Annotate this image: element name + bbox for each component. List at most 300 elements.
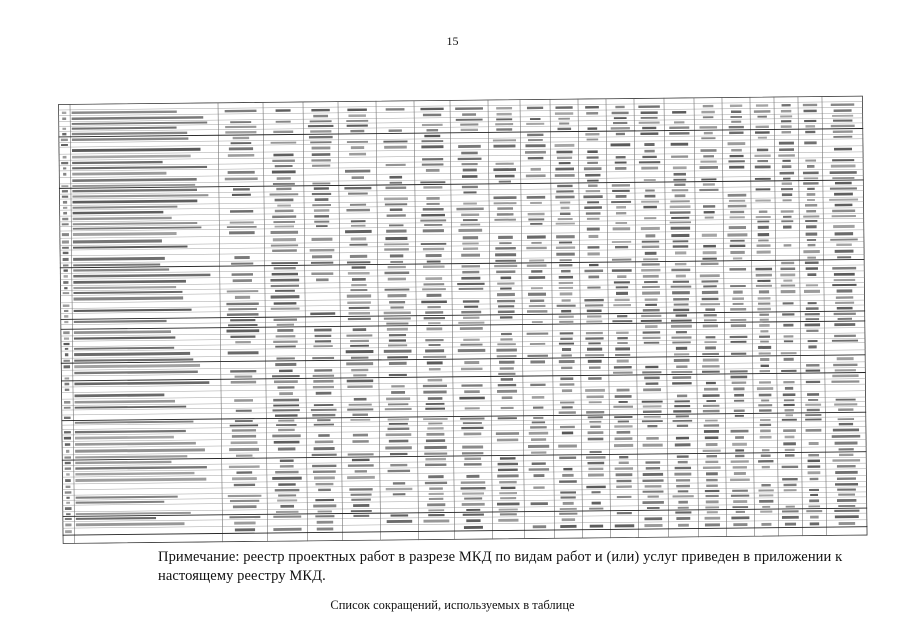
illegible-cell-text bbox=[350, 340, 369, 342]
illegible-cell-text bbox=[782, 419, 797, 421]
illegible-cell-text bbox=[73, 286, 176, 289]
illegible-cell-text bbox=[706, 495, 719, 497]
illegible-cell-text bbox=[613, 371, 633, 373]
illegible-cell-text bbox=[806, 364, 819, 367]
illegible-cell-text bbox=[391, 385, 404, 387]
illegible-cell-text bbox=[806, 267, 818, 270]
illegible-cell-text bbox=[274, 267, 296, 270]
illegible-cell-text bbox=[310, 249, 335, 252]
illegible-cell-text bbox=[556, 223, 575, 225]
illegible-cell-text bbox=[613, 122, 627, 124]
illegible-cell-text bbox=[645, 252, 657, 255]
illegible-cell-text bbox=[350, 345, 369, 347]
illegible-cell-text bbox=[644, 524, 662, 527]
illegible-cell-text bbox=[462, 175, 478, 178]
illegible-cell-text bbox=[672, 382, 692, 385]
illegible-cell-text bbox=[273, 409, 300, 411]
illegible-cell-text bbox=[62, 128, 66, 130]
illegible-cell-text bbox=[758, 303, 770, 305]
illegible-cell-text bbox=[760, 341, 769, 343]
illegible-cell-text bbox=[384, 248, 409, 251]
illegible-cell-text bbox=[312, 357, 334, 359]
illegible-cell-text bbox=[464, 526, 483, 529]
illegible-cell-text bbox=[229, 448, 259, 451]
illegible-cell-text bbox=[229, 516, 260, 518]
illegible-cell-text bbox=[75, 448, 205, 452]
illegible-cell-text bbox=[235, 296, 250, 299]
illegible-cell-text bbox=[643, 258, 658, 260]
illegible-cell-text bbox=[644, 377, 660, 380]
illegible-cell-text bbox=[72, 194, 208, 198]
illegible-cell-text bbox=[346, 120, 368, 122]
illegible-cell-text bbox=[531, 438, 546, 441]
illegible-cell-text bbox=[584, 167, 602, 170]
illegible-cell-text bbox=[783, 280, 792, 282]
illegible-cell-text bbox=[644, 217, 656, 219]
illegible-cell-text bbox=[703, 285, 717, 287]
illegible-cell-text bbox=[617, 337, 628, 339]
illegible-cell-text bbox=[673, 298, 689, 301]
illegible-cell-text bbox=[617, 315, 627, 317]
illegible-cell-text bbox=[425, 408, 445, 410]
illegible-cell-text bbox=[803, 250, 819, 253]
illegible-cell-text bbox=[642, 479, 663, 482]
illegible-cell-text bbox=[462, 163, 478, 165]
illegible-cell-text bbox=[705, 461, 718, 464]
illegible-cell-text bbox=[674, 359, 690, 362]
illegible-cell-text bbox=[587, 310, 602, 313]
illegible-cell-text bbox=[461, 481, 485, 484]
illegible-cell-text bbox=[456, 119, 483, 121]
illegible-cell-text bbox=[384, 312, 411, 315]
illegible-cell-text bbox=[730, 251, 744, 254]
illegible-cell-text bbox=[65, 467, 71, 469]
illegible-cell-text bbox=[75, 421, 194, 424]
illegible-cell-text bbox=[312, 165, 330, 167]
illegible-cell-text bbox=[759, 352, 771, 354]
illegible-cell-text bbox=[731, 516, 749, 519]
illegible-cell-text bbox=[464, 463, 482, 466]
illegible-cell-text bbox=[234, 522, 255, 525]
illegible-cell-text bbox=[616, 480, 631, 483]
illegible-cell-text bbox=[706, 472, 718, 475]
illegible-cell-text bbox=[762, 506, 770, 508]
illegible-cell-text bbox=[530, 360, 545, 363]
illegible-cell-text bbox=[614, 416, 632, 418]
illegible-cell-text bbox=[730, 216, 745, 218]
illegible-cell-text bbox=[230, 319, 255, 321]
illegible-cell-text bbox=[65, 443, 70, 446]
illegible-cell-text bbox=[72, 161, 163, 164]
illegible-cell-text bbox=[351, 494, 372, 496]
illegible-cell-text bbox=[732, 490, 748, 492]
illegible-cell-text bbox=[422, 163, 444, 165]
illegible-cell-text bbox=[355, 470, 367, 473]
illegible-cell-text bbox=[760, 330, 768, 332]
illegible-cell-text bbox=[73, 263, 160, 266]
illegible-cell-text bbox=[390, 208, 403, 211]
illegible-cell-text bbox=[616, 286, 628, 288]
illegible-cell-text bbox=[647, 425, 657, 427]
illegible-cell-text bbox=[275, 346, 296, 348]
illegible-cell-text bbox=[497, 213, 514, 216]
illegible-cell-text bbox=[530, 223, 542, 225]
illegible-cell-text bbox=[227, 290, 259, 292]
illegible-cell-text bbox=[560, 202, 570, 204]
illegible-cell-text bbox=[834, 148, 852, 151]
illegible-cell-text bbox=[315, 515, 334, 517]
illegible-cell-text bbox=[384, 317, 411, 319]
illegible-cell-text bbox=[587, 127, 597, 130]
illegible-cell-text bbox=[736, 511, 745, 513]
illegible-cell-text bbox=[674, 121, 684, 123]
illegible-cell-text bbox=[461, 368, 483, 371]
illegible-cell-text bbox=[348, 272, 370, 275]
illegible-cell-text bbox=[423, 283, 444, 285]
illegible-cell-text bbox=[782, 313, 794, 315]
table-column-rule bbox=[303, 101, 308, 541]
illegible-cell-text bbox=[496, 432, 519, 435]
illegible-cell-text bbox=[645, 366, 658, 369]
illegible-cell-text bbox=[346, 334, 372, 336]
illegible-cell-text bbox=[727, 233, 747, 236]
illegible-cell-text bbox=[614, 444, 633, 447]
illegible-cell-text bbox=[316, 225, 328, 227]
illegible-cell-text bbox=[65, 518, 72, 520]
illegible-cell-text bbox=[703, 105, 714, 108]
illegible-cell-text bbox=[677, 395, 687, 398]
illegible-cell-text bbox=[64, 269, 68, 271]
illegible-cell-text bbox=[64, 343, 70, 345]
illegible-cell-text bbox=[390, 453, 408, 455]
illegible-cell-text bbox=[785, 454, 795, 456]
illegible-cell-text bbox=[270, 193, 299, 195]
illegible-cell-text bbox=[831, 380, 859, 383]
illegible-cell-text bbox=[832, 459, 860, 462]
illegible-cell-text bbox=[781, 210, 794, 213]
illegible-cell-text bbox=[756, 104, 768, 107]
illegible-cell-text bbox=[73, 257, 165, 261]
illegible-cell-text bbox=[837, 465, 856, 468]
illegible-cell-text bbox=[778, 154, 795, 156]
illegible-cell-text bbox=[498, 305, 514, 307]
illegible-cell-text bbox=[803, 215, 819, 217]
illegible-cell-text bbox=[562, 348, 571, 351]
illegible-cell-text bbox=[423, 418, 448, 420]
illegible-cell-text bbox=[422, 124, 443, 126]
illegible-cell-text bbox=[781, 220, 793, 222]
illegible-cell-text bbox=[347, 261, 370, 263]
illegible-cell-text bbox=[806, 370, 821, 372]
illegible-cell-text bbox=[560, 426, 575, 428]
illegible-cell-text bbox=[352, 440, 368, 443]
illegible-cell-text bbox=[832, 159, 854, 161]
illegible-cell-text bbox=[588, 342, 600, 344]
illegible-cell-text bbox=[425, 339, 443, 341]
illegible-cell-text bbox=[589, 401, 602, 403]
illegible-cell-text bbox=[805, 131, 815, 134]
illegible-cell-text bbox=[584, 299, 603, 302]
illegible-cell-text bbox=[225, 110, 257, 113]
illegible-cell-text bbox=[612, 112, 629, 115]
illegible-cell-text bbox=[699, 166, 718, 169]
illegible-cell-text bbox=[702, 298, 719, 301]
illegible-cell-text bbox=[782, 510, 799, 512]
illegible-cell-text bbox=[701, 111, 714, 114]
illegible-cell-text bbox=[387, 356, 408, 358]
illegible-cell-text bbox=[615, 106, 624, 108]
illegible-cell-text bbox=[586, 486, 605, 489]
illegible-cell-text bbox=[832, 267, 856, 270]
illegible-cell-text bbox=[808, 460, 820, 463]
illegible-cell-text bbox=[805, 404, 821, 406]
illegible-cell-text bbox=[275, 199, 294, 202]
illegible-cell-text bbox=[464, 390, 480, 393]
illegible-cell-text bbox=[421, 145, 443, 148]
illegible-cell-text bbox=[497, 474, 518, 477]
illegible-cell-text bbox=[586, 320, 602, 322]
illegible-cell-text bbox=[758, 404, 772, 406]
illegible-cell-text bbox=[533, 407, 543, 409]
illegible-cell-text bbox=[66, 486, 71, 488]
illegible-cell-text bbox=[317, 521, 334, 524]
illegible-cell-text bbox=[646, 437, 658, 440]
illegible-cell-text bbox=[758, 239, 769, 241]
illegible-cell-text bbox=[423, 265, 445, 268]
illegible-cell-text bbox=[759, 210, 768, 212]
illegible-cell-text bbox=[308, 125, 334, 127]
illegible-cell-text bbox=[314, 447, 335, 450]
illegible-cell-text bbox=[556, 253, 575, 256]
illegible-cell-text bbox=[352, 278, 366, 281]
table-column-rule bbox=[774, 97, 779, 537]
illegible-cell-text bbox=[351, 357, 369, 359]
illegible-cell-text bbox=[531, 168, 541, 171]
illegible-cell-text bbox=[421, 243, 447, 245]
illegible-cell-text bbox=[314, 369, 332, 372]
illegible-cell-text bbox=[678, 524, 689, 527]
illegible-cell-text bbox=[758, 489, 773, 491]
illegible-cell-text bbox=[703, 155, 714, 157]
illegible-cell-text bbox=[494, 265, 517, 268]
illegible-cell-text bbox=[645, 485, 662, 488]
illegible-cell-text bbox=[676, 415, 689, 417]
illegible-cell-text bbox=[785, 414, 793, 416]
illegible-cell-text bbox=[675, 467, 691, 470]
illegible-cell-text bbox=[639, 161, 660, 163]
illegible-cell-text bbox=[805, 414, 821, 416]
illegible-cell-text bbox=[312, 255, 332, 258]
illegible-cell-text bbox=[65, 389, 70, 391]
illegible-cell-text bbox=[497, 282, 514, 284]
illegible-cell-text bbox=[671, 234, 689, 237]
illegible-cell-text bbox=[731, 324, 746, 327]
illegible-cell-text bbox=[423, 186, 442, 189]
illegible-cell-text bbox=[423, 248, 444, 251]
illegible-cell-text bbox=[527, 134, 543, 137]
illegible-cell-text bbox=[639, 122, 660, 124]
illegible-cell-text bbox=[783, 381, 794, 383]
illegible-cell-text bbox=[73, 268, 169, 271]
illegible-cell-text bbox=[560, 213, 571, 216]
illegible-cell-text bbox=[62, 247, 69, 249]
illegible-cell-text bbox=[75, 430, 186, 433]
illegible-cell-text bbox=[759, 494, 773, 496]
illegible-cell-text bbox=[557, 157, 572, 159]
illegible-cell-text bbox=[562, 518, 575, 521]
illegible-cell-text bbox=[351, 225, 366, 227]
illegible-cell-text bbox=[559, 276, 573, 279]
illegible-cell-text bbox=[428, 422, 442, 424]
illegible-cell-text bbox=[386, 322, 408, 324]
illegible-cell-text bbox=[702, 291, 718, 294]
illegible-cell-text bbox=[64, 401, 70, 404]
illegible-cell-text bbox=[731, 149, 742, 152]
illegible-cell-text bbox=[426, 203, 439, 205]
illegible-cell-text bbox=[273, 404, 299, 406]
illegible-cell-text bbox=[643, 337, 661, 339]
illegible-cell-text bbox=[780, 273, 795, 276]
illegible-cell-text bbox=[312, 146, 331, 149]
illegible-cell-text bbox=[312, 182, 330, 184]
illegible-cell-text bbox=[645, 195, 656, 198]
illegible-cell-text bbox=[527, 355, 548, 357]
illegible-cell-text bbox=[500, 457, 516, 460]
illegible-cell-text bbox=[782, 478, 798, 481]
illegible-cell-text bbox=[463, 219, 478, 221]
illegible-cell-text bbox=[702, 365, 720, 368]
illegible-cell-text bbox=[706, 479, 718, 482]
illegible-cell-text bbox=[785, 387, 793, 390]
illegible-cell-text bbox=[495, 247, 516, 250]
illegible-cell-text bbox=[588, 474, 604, 477]
illegible-cell-text bbox=[276, 109, 291, 112]
illegible-cell-text bbox=[730, 376, 747, 379]
illegible-cell-text bbox=[422, 140, 444, 142]
illegible-cell-text bbox=[527, 196, 546, 199]
illegible-cell-text bbox=[703, 410, 720, 413]
illegible-cell-text bbox=[313, 115, 328, 118]
illegible-cell-text bbox=[558, 218, 573, 220]
illegible-cell-text bbox=[73, 206, 178, 209]
illegible-cell-text bbox=[587, 228, 600, 231]
illegible-cell-text bbox=[498, 384, 516, 386]
illegible-cell-text bbox=[386, 397, 410, 400]
illegible-cell-text bbox=[587, 150, 597, 153]
illegible-cell-text bbox=[555, 196, 574, 199]
illegible-cell-text bbox=[276, 424, 297, 426]
illegible-cell-text bbox=[494, 202, 517, 204]
illegible-cell-text bbox=[807, 257, 816, 259]
illegible-cell-text bbox=[62, 133, 66, 135]
illegible-cell-text bbox=[464, 457, 481, 460]
illegible-cell-text bbox=[311, 272, 333, 275]
illegible-cell-text bbox=[729, 132, 743, 135]
illegible-cell-text bbox=[638, 105, 660, 108]
illegible-cell-text bbox=[231, 441, 258, 444]
illegible-cell-text bbox=[671, 227, 691, 230]
illegible-cell-text bbox=[348, 192, 368, 194]
illegible-cell-text bbox=[427, 294, 442, 297]
illegible-cell-text bbox=[735, 436, 744, 439]
illegible-cell-text bbox=[782, 160, 790, 162]
illegible-cell-text bbox=[616, 473, 633, 476]
illegible-cell-text bbox=[612, 184, 630, 187]
illegible-cell-text bbox=[531, 242, 541, 244]
illegible-cell-text bbox=[587, 218, 600, 220]
illegible-cell-text bbox=[279, 370, 293, 373]
illegible-cell-text bbox=[66, 450, 69, 453]
illegible-cell-text bbox=[461, 487, 486, 490]
illegible-cell-text bbox=[527, 107, 543, 110]
illegible-cell-text bbox=[498, 463, 518, 466]
illegible-cell-text bbox=[587, 180, 599, 182]
illegible-cell-text bbox=[646, 467, 660, 470]
illegible-cell-text bbox=[533, 417, 543, 419]
illegible-cell-text bbox=[806, 510, 822, 512]
illegible-cell-text bbox=[277, 324, 294, 326]
illegible-cell-text bbox=[496, 128, 512, 131]
illegible-cell-text bbox=[385, 203, 407, 205]
illegible-cell-text bbox=[703, 394, 720, 397]
illegible-cell-text bbox=[272, 215, 296, 218]
illegible-cell-text bbox=[61, 162, 68, 164]
illegible-cell-text bbox=[228, 495, 262, 497]
illegible-cell-text bbox=[229, 147, 253, 150]
table-column-rule bbox=[450, 100, 455, 540]
illegible-cell-text bbox=[76, 501, 165, 504]
illegible-cell-text bbox=[272, 434, 300, 437]
illegible-cell-text bbox=[280, 459, 294, 462]
illegible-cell-text bbox=[781, 262, 794, 264]
illegible-cell-text bbox=[730, 285, 746, 287]
illegible-cell-text bbox=[835, 471, 858, 474]
illegible-cell-text bbox=[63, 207, 67, 209]
illegible-cell-text bbox=[497, 343, 516, 345]
illegible-cell-text bbox=[705, 308, 715, 311]
illegible-cell-text bbox=[588, 438, 604, 441]
illegible-cell-text bbox=[64, 431, 71, 433]
illegible-cell-text bbox=[461, 152, 478, 155]
illegible-cell-text bbox=[273, 399, 299, 402]
illegible-cell-text bbox=[588, 416, 603, 418]
illegible-cell-text bbox=[834, 323, 855, 326]
illegible-cell-text bbox=[669, 126, 689, 129]
illegible-cell-text bbox=[702, 258, 716, 260]
illegible-cell-text bbox=[615, 437, 633, 440]
illegible-cell-text bbox=[75, 478, 206, 482]
illegible-cell-text bbox=[783, 216, 792, 218]
illegible-cell-text bbox=[72, 184, 195, 187]
illegible-cell-text bbox=[706, 336, 716, 338]
illegible-cell-text bbox=[805, 220, 817, 222]
illegible-cell-text bbox=[425, 277, 442, 280]
illegible-cell-text bbox=[348, 464, 374, 467]
illegible-cell-text bbox=[312, 193, 331, 195]
illegible-cell-text bbox=[314, 187, 329, 190]
illegible-cell-text bbox=[759, 290, 769, 293]
illegible-cell-text bbox=[555, 112, 573, 115]
illegible-cell-text bbox=[74, 347, 174, 350]
illegible-cell-text bbox=[423, 356, 446, 358]
illegible-cell-text bbox=[837, 477, 856, 480]
illegible-cell-text bbox=[587, 156, 599, 158]
illegible-cell-text bbox=[420, 219, 446, 221]
illegible-cell-text bbox=[732, 506, 748, 508]
illegible-cell-text bbox=[390, 464, 407, 467]
illegible-cell-text bbox=[351, 237, 367, 240]
illegible-cell-text bbox=[420, 108, 443, 111]
